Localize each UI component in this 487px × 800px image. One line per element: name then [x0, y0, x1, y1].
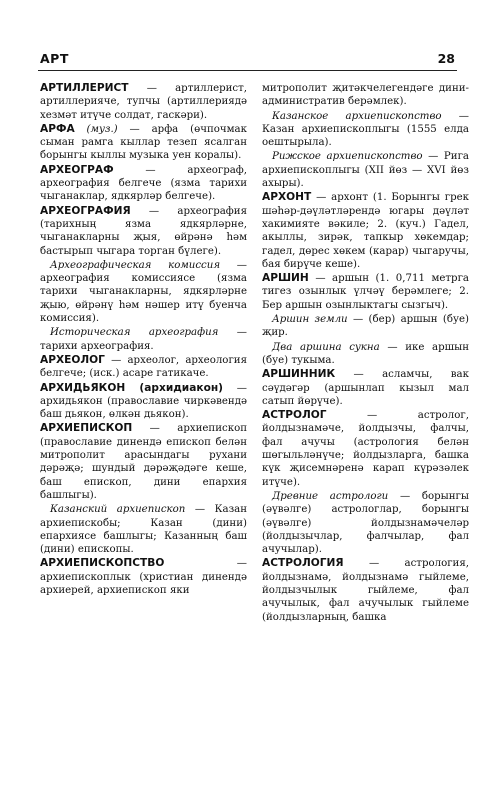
definition: — Казан архиепископлыгы (1555 елда оештырыла).: [262, 110, 469, 149]
definition: — аршын (1. 0,711 метрга тигез озынлык үлчәү берәмлеге; 2. Бер аршын озынлыктагы сызгыч).: [262, 273, 469, 311]
definition: — астролог, йолдызнамәче, йолдызчы, фалчы, фал ачучы (астрология белән шөгыльләнүче; йолдызларга, башка күк җисемнәренә карап күрәзәлек итүче).: [262, 410, 469, 488]
definition: — архиепископлык (христиан динендә архиерей, архиепископ яки: [40, 558, 247, 596]
definition: — археография (тарихның язма ядкярләрне, чыганакларны җыя, өйрәнә һәм бастырып чыгара торган бүлеге).: [40, 205, 247, 257]
phrase: Историческая археография: [50, 327, 219, 339]
headword: АРХЕОГРАФИЯ: [40, 204, 131, 217]
definition: — археолог, археология белгече; (иск.) асаре гатикаче.: [40, 354, 247, 380]
phrase-entry: [262, 150, 469, 190]
dictionary-entry: [262, 272, 469, 312]
dictionary-entry: [40, 354, 247, 381]
headword: АРФА: [40, 122, 75, 135]
dictionary-entry: [40, 205, 247, 258]
left-column: [40, 82, 247, 598]
dictionary-entry: [40, 382, 247, 422]
definition: — тарихи археография.: [40, 327, 247, 352]
headword: АРШИН: [262, 272, 309, 285]
usage-label: (муз.): [74, 123, 118, 135]
definition: — Рига архиепископлыгы (XII йөз — XVI йөз ахыры).: [262, 151, 469, 190]
dictionary-entry: [40, 557, 247, 597]
dictionary-entry: [40, 422, 247, 502]
dictionary-entry: [262, 409, 469, 489]
phrase-entry: [262, 490, 469, 556]
phrase: Археографическая комиссия: [50, 259, 221, 271]
phrase-entry: [262, 341, 469, 368]
dictionary-entry: [40, 123, 247, 163]
definition: — архиепископ (православие динендә епископ белән митрополит арасындагы рухани дәрәҗә; шундый дәрәҗәдәге кеше, баш епископ, дини епархия башлыгы).: [40, 423, 247, 501]
phrase-entry: [40, 503, 247, 556]
definition: — архонт (1. Борынгы грек шәһәр-дәүләтләрендә югары дәүләт хакимияте вәкиле; 2. (куч.) Гадел, акыллы, зирәк, тапкыр хөкемдар; гадел, дөрес хөкем (карар) чыгаручы, бая бирүче кеше).: [262, 192, 469, 270]
running-head: АРТ: [40, 51, 69, 66]
headword: АРТИЛЛЕРИСТ: [40, 82, 129, 94]
definition: — ике аршын (буе) тукыма.: [262, 341, 469, 366]
phrase-entry: [40, 259, 247, 325]
definition: — археография комиссиясе (язма тарихи чыганакларны, ядкярләрне җыю, өйрәнү һәм нәшер итү буенча комиссия).: [40, 259, 247, 325]
definition: — арфа (өчпочмак сыман рамга кыллар тезеп ясалган борынгы кыллы музыка уен коралы).: [40, 123, 247, 162]
definition: — борынгы (әүвәлге) астрологлар, борынгы (әүвәлге) йолдызнамәчеләр (йолдызычлар, фалчылар, фал ачучылар).: [262, 490, 469, 556]
headword: АРШИННИК: [262, 368, 336, 381]
definition: митрополит җитәкчелегендәге дини-административ берәмлек).: [262, 83, 469, 108]
headword: АСТРОЛОГИЯ: [262, 557, 344, 570]
definition: — астрология, йолдызнамә, йолдызнамә гыйлеме, йолдызчылык гыйлеме, фал ачучылык, фал ачучылык гыйлеме (йолдызларның, башка: [262, 558, 469, 623]
entry-continuation: [262, 82, 469, 109]
definition: — асламчы, вак сәүдәгәр (аршынлап кызыл мал сатып йөрүче).: [262, 369, 469, 407]
page-header: [38, 50, 457, 71]
phrase-entry: [262, 110, 469, 150]
phrase-entry: [40, 326, 247, 353]
phrase: Два аршина сукна: [272, 341, 380, 353]
dictionary-entry: [40, 82, 247, 122]
definition: — (бер) аршын (буе) җир.: [262, 314, 470, 339]
headword: АРХОНТ: [262, 191, 312, 204]
phrase-entry: [262, 313, 469, 340]
dictionary-entry: [40, 164, 247, 204]
right-column: [262, 82, 469, 625]
dictionary-entry: [262, 557, 469, 623]
phrase: Рижское архиепископство: [272, 151, 423, 163]
page-number: 28: [437, 51, 455, 66]
definition: — Казан архиепискобы; Казан (дини) епархиясе башлыгы; Казанның баш (дини) епископы.: [40, 504, 247, 556]
headword: АРХИЕПИСКОП: [40, 422, 133, 435]
phrase: Казанский архиепископ: [50, 504, 186, 516]
phrase: Аршин земли: [272, 314, 348, 326]
dictionary-entry: [262, 191, 469, 271]
definition: — археограф, археография белгече (язма тарихи чыганаклар, ядкярләр белгече).: [40, 164, 247, 203]
headword: АРХИЕПИСКОПСТВО: [40, 557, 165, 570]
headword: АРХЕОГРАФ: [40, 163, 114, 176]
headword: АРХИДЬЯКОН (архидиакон): [40, 381, 224, 394]
definition: — артиллерист, артиллерияче, тупчы (артиллериядә хезмәт итүче солдат, гаскәри).: [40, 83, 247, 121]
definition: — архидьякон (православие чиркәвендә баш дьякон, өлкән дьякон).: [40, 382, 247, 421]
dictionary-entry: [262, 368, 469, 408]
phrase: Древние астрологи: [272, 490, 389, 502]
headword: АРХЕОЛОГ: [40, 353, 105, 366]
phrase: Казанское архиепископство: [272, 110, 442, 122]
headword: АСТРОЛОГ: [262, 409, 327, 422]
